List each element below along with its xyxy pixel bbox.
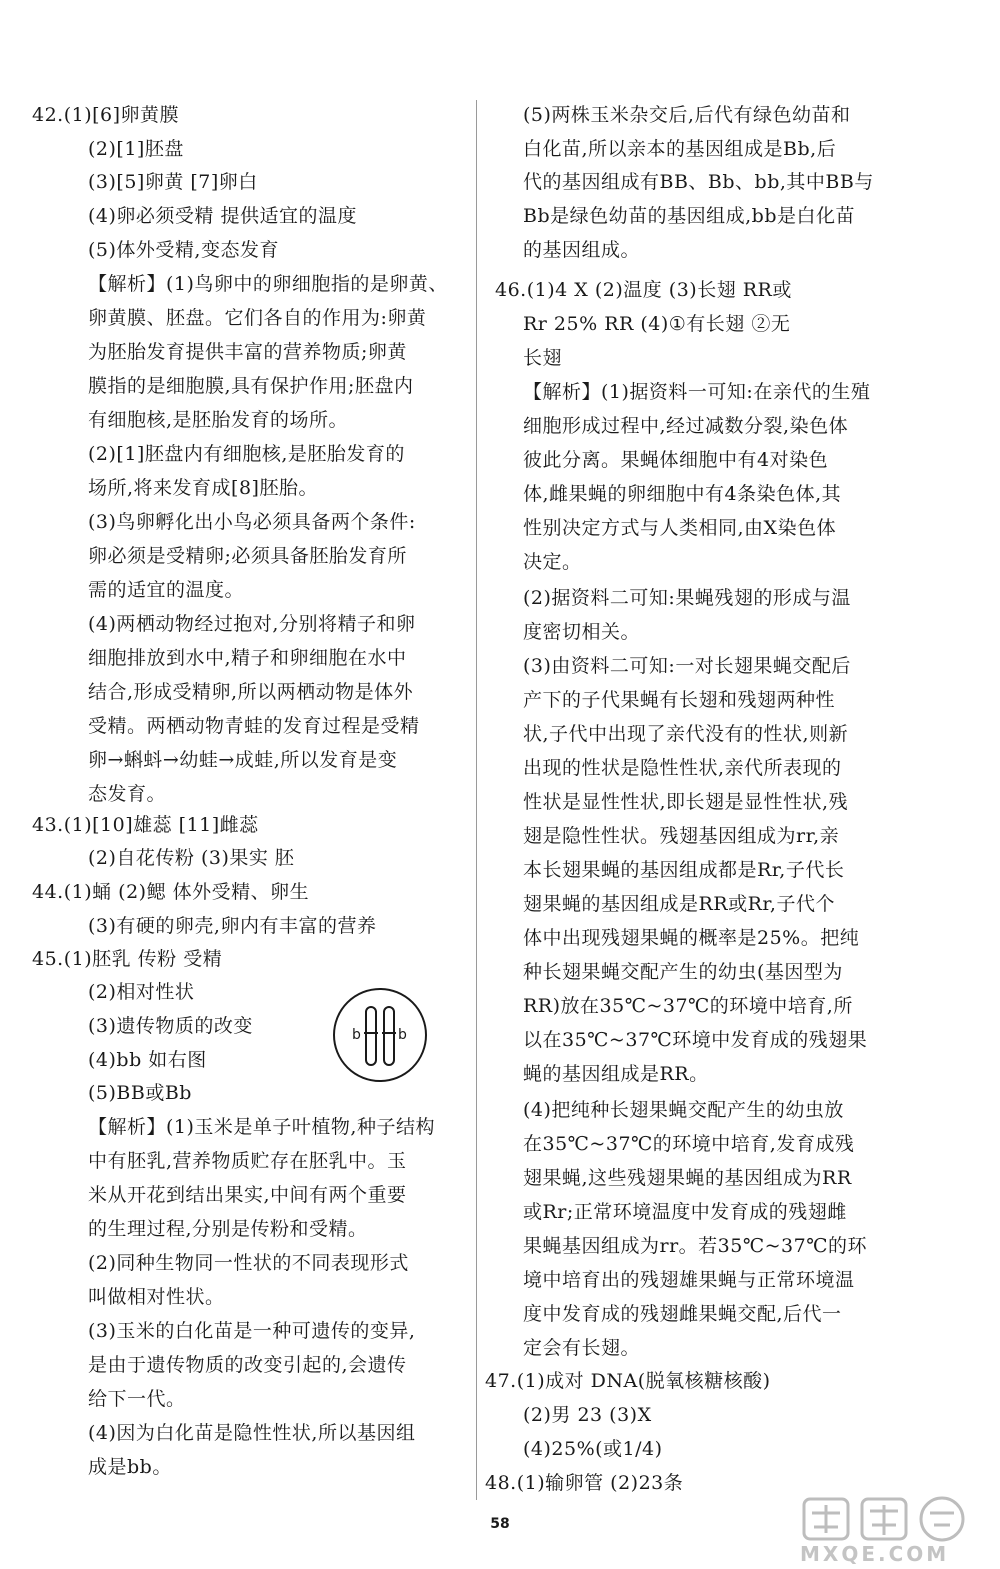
analysis-42-line: 结合,形成受精卵,所以两栖动物是体外 xyxy=(88,681,414,703)
analysis-46-line: (4)把纯种长翅果蝇交配产生的幼虫放 xyxy=(523,1099,844,1121)
analysis-42-line: 受精。两栖动物青蛙的发育过程是受精 xyxy=(88,715,420,737)
analysis-45-line: 【解析】(1)玉米是单子叶植物,种子结构 xyxy=(88,1116,435,1138)
analysis-46-line: 本长翅果蝇的基因组成都是Rr,子代长 xyxy=(523,859,845,881)
analysis-46-line: 决定。 xyxy=(523,551,582,573)
analysis-42-line: 态发育。 xyxy=(88,783,167,805)
answer-47-part-2: (2)男 23 (3)X xyxy=(523,1404,652,1426)
right-allele-label: b xyxy=(398,1027,407,1043)
analysis-45-line: (5)两株玉米杂交后,后代有绿色幼苗和 xyxy=(523,104,851,126)
left-allele-label: b xyxy=(352,1027,361,1043)
analysis-46-line: 性状是显性性状,即长翅是显性性状,残 xyxy=(523,791,849,813)
analysis-46-line: 种长翅果蝇交配产生的幼虫(基因型为 xyxy=(523,961,843,983)
analysis-42-line: 卵必须是受精卵;必须具备胚胎发育所 xyxy=(88,545,407,567)
analysis-42-line: 需的适宜的温度。 xyxy=(88,579,245,601)
analysis-42-line: (4)两栖动物经过抱对,分别将精子和卵 xyxy=(88,613,416,635)
analysis-46-line: 翅果蝇的基因组成是RR或Rr,子代个 xyxy=(523,893,835,915)
analysis-46-line: 翅果蝇,这些残翅果蝇的基因组成为RR xyxy=(523,1167,852,1189)
analysis-46-line: 翅是隐性性状。残翅基因组成为rr,亲 xyxy=(523,825,840,847)
analysis-46-line: 在35℃~37℃的环境中培育,发育成残 xyxy=(523,1133,855,1155)
answer-42-part-5: (5)体外受精,变态发育 xyxy=(88,239,279,261)
watermark-logo-icon xyxy=(790,1495,985,1565)
analysis-45-line: 给下一代。 xyxy=(88,1388,186,1410)
analysis-45-line: 的基因组成。 xyxy=(523,239,641,261)
analysis-45-line: 是由于遗传物质的改变引起的,会遗传 xyxy=(88,1354,407,1376)
analysis-45-line: 代的基因组成有BB、Bb、bb,其中BB与 xyxy=(523,171,874,193)
page-number: 58 xyxy=(490,1516,510,1532)
analysis-46-line: 度中发育成的残翅雌果蝇交配,后代一 xyxy=(523,1303,842,1325)
answer-42-part-4: (4)卵必须受精 提供适宜的温度 xyxy=(88,205,357,227)
answer-46-line: 长翅 xyxy=(523,347,563,369)
analysis-42-line: 有细胞核,是胚胎发育的场所。 xyxy=(88,409,349,431)
analysis-46-line: 细胞形成过程中,经过减数分裂,染色体 xyxy=(523,415,849,437)
analysis-42-line: (2)[1]胚盘内有细胞核,是胚胎发育的 xyxy=(88,443,405,465)
analysis-46-line: 果蝇基因组成为rr。若35℃~37℃的环 xyxy=(523,1235,867,1257)
answer-42-part-2: (2)[1]胚盘 xyxy=(88,138,184,160)
answer-48: 48.(1)输卵管 (2)23条 xyxy=(485,1472,684,1494)
analysis-42-line: 膜指的是细胞膜,具有保护作用;胚盘内 xyxy=(88,375,414,397)
column-divider xyxy=(476,100,477,1500)
answer-43-part-1: 43.(1)[10]雄蕊 [11]雌蕊 xyxy=(32,814,259,836)
analysis-46-line: 境中培育出的残翅雄果蝇与正常环境温 xyxy=(523,1269,855,1291)
answer-47-part-1: 47.(1)成对 DNA(脱氧核糖核酸) xyxy=(485,1370,771,1392)
answer-45-part-4: (4)bb 如右图 xyxy=(88,1049,207,1071)
analysis-46-line: 体中出现残翅果蝇的概率是25%。把纯 xyxy=(523,927,860,949)
analysis-46-line: 状,子代中出现了亲代没有的性状,则新 xyxy=(523,723,849,745)
answer-46-line: Rr 25% RR (4)①有长翅 ②无 xyxy=(523,313,791,335)
answer-44-part-1: 44.(1)蛹 (2)鳃 体外受精、卵生 xyxy=(32,881,310,903)
answer-46-line: 46.(1)4 X (2)温度 (3)长翅 RR或 xyxy=(495,279,792,301)
answer-45-part-2: (2)相对性状 xyxy=(88,981,195,1003)
analysis-46-line: 体,雌果蝇的卵细胞中有4条染色体,其 xyxy=(523,483,842,505)
analysis-46-line: 产下的子代果蝇有长翅和残翅两种性 xyxy=(523,689,836,711)
analysis-46-line: 彼此分离。果蝇体细胞中有4对染色 xyxy=(523,449,829,471)
answer-45-part-1: 45.(1)胚乳 传粉 受精 xyxy=(32,948,223,970)
watermark-logo xyxy=(790,1495,985,1565)
analysis-42-line: (3)鸟卵孵化出小鸟必须具备两个条件: xyxy=(88,511,416,533)
answer-45-part-5: (5)BB或Bb xyxy=(88,1082,192,1104)
analysis-46-line: (3)由资料二可知:一对长翅果蝇交配后 xyxy=(523,655,851,677)
answer-42-part-1: 42.(1)[6]卵黄膜 xyxy=(32,104,180,126)
analysis-42-line: 场所,将来发育成[8]胚胎。 xyxy=(88,477,318,499)
answer-45-part-3: (3)遗传物质的改变 xyxy=(88,1015,253,1037)
answer-43-part-2: (2)自花传粉 (3)果实 胚 xyxy=(88,847,295,869)
analysis-46-line: 性别决定方式与人类相同,由X染色体 xyxy=(523,517,837,539)
svg-text:MXQE.COM: MXQE.COM xyxy=(800,1542,950,1565)
analysis-46-line: 定会有长翅。 xyxy=(523,1337,641,1359)
analysis-46-line: 或Rr;正常环境温度中发育成的残翅雌 xyxy=(523,1201,847,1223)
analysis-46-line: 以在35℃~37℃环境中发育成的残翅果 xyxy=(523,1029,868,1051)
answer-47-part-3: (4)25%(或1/4) xyxy=(523,1438,663,1460)
analysis-45-line: 的生理过程,分别是传粉和受精。 xyxy=(88,1218,368,1240)
chromosome-circle-icon xyxy=(330,985,430,1085)
answer-44-part-2: (3)有硬的卵壳,卵内有丰富的营养 xyxy=(88,915,377,937)
analysis-42-line: 细胞排放到水中,精子和卵细胞在水中 xyxy=(88,647,407,669)
analysis-45-line: (4)因为白化苗是隐性性状,所以基因组 xyxy=(88,1422,416,1444)
answer-42-part-3: (3)[5]卵黄 [7]卵白 xyxy=(88,171,258,193)
chromosome-diagram xyxy=(330,985,430,1085)
analysis-45-line: 叫做相对性状。 xyxy=(88,1286,225,1308)
analysis-45-line: 中有胚乳,营养物质贮存在胚乳中。玉 xyxy=(88,1150,407,1172)
analysis-45-line: (2)同种生物同一性状的不同表现形式 xyxy=(88,1252,409,1274)
analysis-42-line: 卵黄膜、胚盘。它们各自的作用为:卵黄 xyxy=(88,307,427,329)
analysis-45-line: Bb是绿色幼苗的基因组成,bb是白化苗 xyxy=(523,205,855,227)
analysis-45-line: 米从开花到结出果实,中间有两个重要 xyxy=(88,1184,407,1206)
analysis-46-line: RR)放在35℃~37℃的环境中培育,所 xyxy=(523,995,853,1017)
analysis-45-line: 白化苗,所以亲本的基因组成是Bb,后 xyxy=(523,138,837,160)
analysis-45-line: 成是bb。 xyxy=(88,1456,172,1478)
analysis-46-line: (2)据资料二可知:果蝇残翅的形成与温 xyxy=(523,587,851,609)
analysis-46-line: 度密切相关。 xyxy=(523,621,641,643)
analysis-46-line: 【解析】(1)据资料一可知:在亲代的生殖 xyxy=(523,381,871,403)
analysis-42-line: 卵→蝌蚪→幼蛙→成蛙,所以发育是变 xyxy=(88,749,398,771)
analysis-46-line: 出现的性状是隐性性状,亲代所表现的 xyxy=(523,757,842,779)
analysis-45-line: (3)玉米的白化苗是一种可遗传的变异, xyxy=(88,1320,416,1342)
analysis-42-line: 为胚胎发育提供丰富的营养物质;卵黄 xyxy=(88,341,407,363)
analysis-46-line: 蝇的基因组成是RR。 xyxy=(523,1063,709,1085)
analysis-42-line: 【解析】(1)鸟卵中的卵细胞指的是卵黄、 xyxy=(88,273,448,295)
